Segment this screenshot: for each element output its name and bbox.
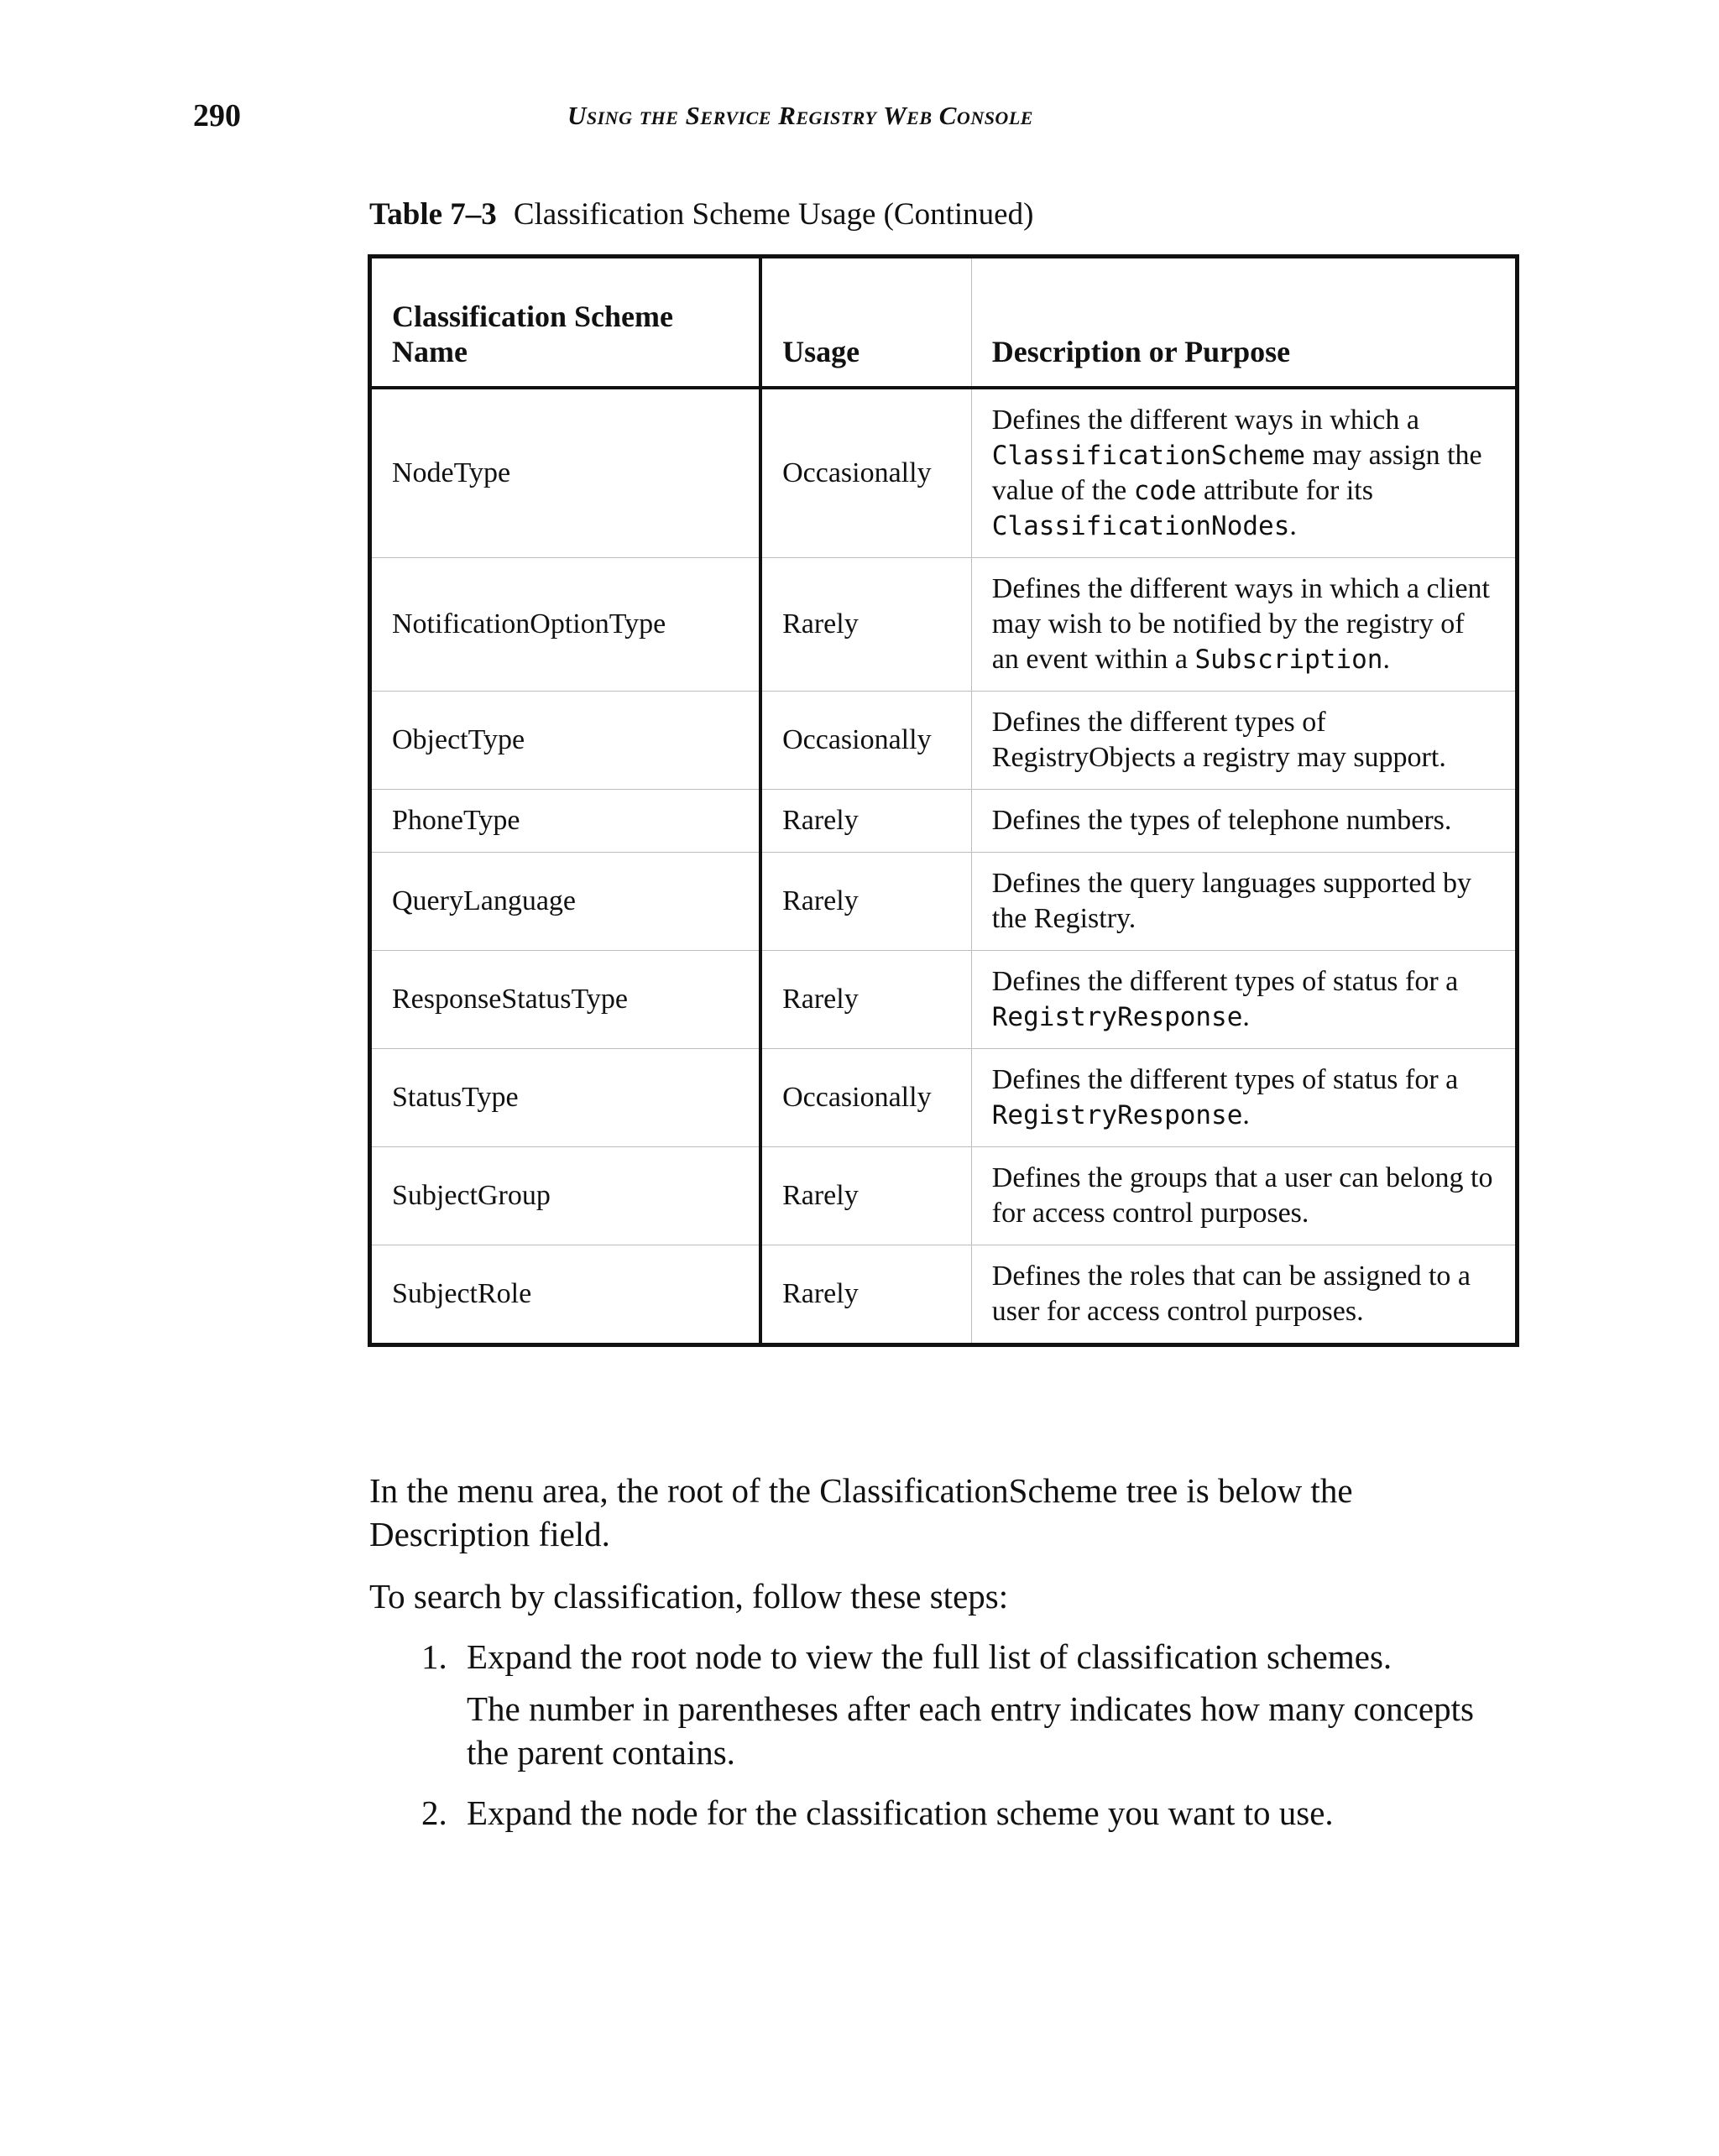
column-header-description: Description or Purpose xyxy=(971,257,1517,389)
step-1-note: The number in parentheses after each entry indicates how many concepts the parent contains. xyxy=(467,1689,1474,1772)
cell-description xyxy=(971,1147,1517,1245)
cell-description xyxy=(971,951,1517,1049)
column-header-name: Classification Scheme Name xyxy=(370,257,761,389)
cell-scheme-name: NodeType xyxy=(370,388,761,558)
table-row xyxy=(370,853,1518,951)
cell-usage: Occasionally xyxy=(760,692,971,790)
cell-scheme-name: PhoneType xyxy=(370,790,761,853)
step-2-text: Expand the node for the classification scheme you want to use. xyxy=(467,1793,1334,1832)
description-text: Defines the types of telephone numbers. xyxy=(991,805,1452,836)
description-text: Defines the different types of status for a xyxy=(991,966,1459,997)
code-term: code xyxy=(1133,476,1197,506)
cell-usage: Rarely xyxy=(760,790,971,853)
step-2 xyxy=(421,1791,1521,1835)
description-text: attribute for its xyxy=(1196,475,1373,506)
code-term: Subscription xyxy=(1194,645,1383,675)
cell-description xyxy=(971,1245,1517,1345)
cell-usage: Occasionally xyxy=(760,388,971,558)
paragraph-menu-area: In the menu area, the root of the ClassificationScheme tree is below the Description field. xyxy=(369,1471,1353,1553)
table-header-row xyxy=(370,257,1518,389)
description-text: . xyxy=(1382,644,1390,675)
table-caption xyxy=(369,196,1033,232)
cell-scheme-name: NotificationOptionType xyxy=(370,558,761,692)
description-text: Defines the different types of RegistryObjects a registry may support. xyxy=(991,707,1446,773)
cell-scheme-name: QueryLanguage xyxy=(370,853,761,951)
code-term: ClassificationScheme xyxy=(991,441,1306,471)
table-row xyxy=(370,1245,1518,1345)
page-number: 290 xyxy=(193,98,241,133)
description-text: Defines the different ways in which a xyxy=(991,405,1419,436)
code-term: ClassificationNodes xyxy=(991,511,1290,541)
cell-usage: Rarely xyxy=(760,1147,971,1245)
step-1-number: 1. xyxy=(421,1637,447,1676)
description-text: Defines the groups that a user can belong to for access control purposes. xyxy=(991,1162,1493,1229)
classification-scheme-table xyxy=(368,254,1519,1347)
cell-scheme-name: SubjectRole xyxy=(370,1245,761,1345)
table-caption-label: Table 7–3 xyxy=(369,197,497,232)
table-body xyxy=(370,388,1518,1345)
cell-usage: Occasionally xyxy=(760,1049,971,1147)
cell-scheme-name: ResponseStatusType xyxy=(370,951,761,1049)
step-1-text: Expand the root node to view the full list of classification schemes. xyxy=(467,1637,1392,1676)
table-row xyxy=(370,951,1518,1049)
table-caption-title: Classification Scheme Usage (Continued) xyxy=(513,197,1034,232)
description-text: . xyxy=(1242,1099,1250,1130)
cell-usage: Rarely xyxy=(760,951,971,1049)
table-row xyxy=(370,388,1518,558)
description-text: Defines the roles that can be assigned to a user for access control purposes. xyxy=(991,1261,1471,1327)
description-text: Defines the different ways in which a client may wish to be notified by the registry of an event within a xyxy=(991,573,1490,675)
table-row xyxy=(370,790,1518,853)
table-row xyxy=(370,692,1518,790)
description-text: Defines the different types of status for a xyxy=(991,1064,1459,1095)
cell-description xyxy=(971,388,1517,558)
cell-description xyxy=(971,558,1517,692)
code-term: RegistryResponse xyxy=(991,1100,1243,1130)
cell-description xyxy=(971,853,1517,951)
cell-usage: Rarely xyxy=(760,558,971,692)
cell-description xyxy=(971,790,1517,853)
cell-scheme-name: StatusType xyxy=(370,1049,761,1147)
step-2-number: 2. xyxy=(421,1793,447,1832)
code-term: RegistryResponse xyxy=(991,1002,1243,1032)
table-row xyxy=(370,1147,1518,1245)
description-text: . xyxy=(1242,1001,1250,1032)
table-row xyxy=(370,1049,1518,1147)
step-1 xyxy=(421,1635,1521,1678)
cell-usage: Rarely xyxy=(760,853,971,951)
cell-scheme-name: ObjectType xyxy=(370,692,761,790)
cell-usage: Rarely xyxy=(760,1245,971,1345)
cell-description xyxy=(971,692,1517,790)
description-text: may assign the value of the xyxy=(991,440,1482,506)
cell-scheme-name: SubjectGroup xyxy=(370,1147,761,1245)
table-row xyxy=(370,558,1518,692)
cell-description xyxy=(971,1049,1517,1147)
paragraph-search-intro: To search by classification, follow these steps: xyxy=(369,1577,1009,1616)
column-header-usage: Usage xyxy=(760,257,971,389)
description-text: Defines the query languages supported by the Registry. xyxy=(991,868,1471,934)
running-header: Using the Service Registry Web Console xyxy=(567,101,1033,130)
description-text: . xyxy=(1289,510,1297,541)
